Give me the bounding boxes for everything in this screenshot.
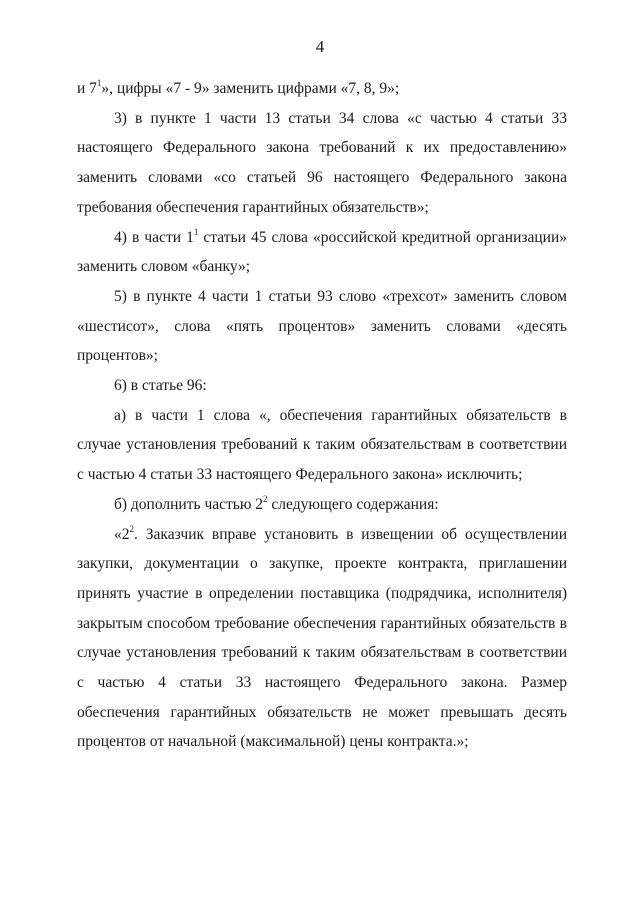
superscript-index: 1 bbox=[96, 78, 102, 88]
document-body bbox=[77, 74, 567, 757]
text-run: 5) в пункте 4 части 1 статьи 93 слово «трехсот» заменить словом «шестисот», слова «пять процентов» заменить словами «десять процентов»; bbox=[77, 287, 567, 365]
paragraph-part-2-2-text bbox=[77, 520, 567, 758]
paragraph-item-5 bbox=[77, 282, 567, 371]
text-run: 4) в части 1 bbox=[114, 228, 194, 246]
text-run: б) дополнить частью 2 bbox=[114, 495, 264, 513]
text-run: », цифры «7 - 9» заменить цифрами «7, 8, 9»; bbox=[101, 80, 400, 97]
paragraph-item-3 bbox=[77, 104, 567, 223]
text-run: . Заказчик вправе установить в извещении об осуществлении закупки, документации о закупке, проекте контракта, приглашении принять участие в определении поставщика (подрядчика, исполнителя) закрытым способом требование обеспечения гарантийных обязательств в случае установления требований к таким обязательствам в соответствии с частью 4 статьи 33 настоящего Федерального закона. Размер обеспечения гарантийных обязательств не может превышать десять процентов от начальной (максимальной) цены контракта.»; bbox=[77, 525, 567, 751]
paragraph-item-6b bbox=[77, 490, 567, 520]
text-run: следующего содержания: bbox=[267, 495, 439, 513]
paragraph-amendment-continuation bbox=[77, 74, 567, 104]
text-run: 6) в статье 96: bbox=[114, 377, 207, 395]
paragraph-item-6 bbox=[77, 371, 567, 401]
text-run: а) в части 1 слова «, обеспечения гарантийных обязательств в случае установления требований к таким обязательствам в соответствии с частью 4 статьи 33 настоящего Федерального закона» исключить; bbox=[77, 406, 567, 484]
superscript-index: 1 bbox=[193, 226, 199, 237]
text-run: 3) в пункте 1 части 13 статьи 34 слова «с частью 4 статьи 33 настоящего Федерального закона требований к их предоставлению» заменить словами «со статьей 96 настоящего Федерального закона требования обеспечения гарантийных обязательств»; bbox=[77, 109, 567, 216]
text-run: «2 bbox=[114, 525, 130, 543]
paragraph-item-4 bbox=[77, 223, 567, 282]
paragraph-item-6a bbox=[77, 401, 567, 490]
superscript-index: 2 bbox=[263, 493, 268, 504]
page-number: 4 bbox=[315, 37, 325, 56]
text-run: статьи 45 слова «российской кредитной организации» заменить словом «банку»; bbox=[77, 228, 567, 276]
superscript-index: 2 bbox=[129, 523, 134, 534]
text-run: и 7 bbox=[77, 80, 97, 97]
